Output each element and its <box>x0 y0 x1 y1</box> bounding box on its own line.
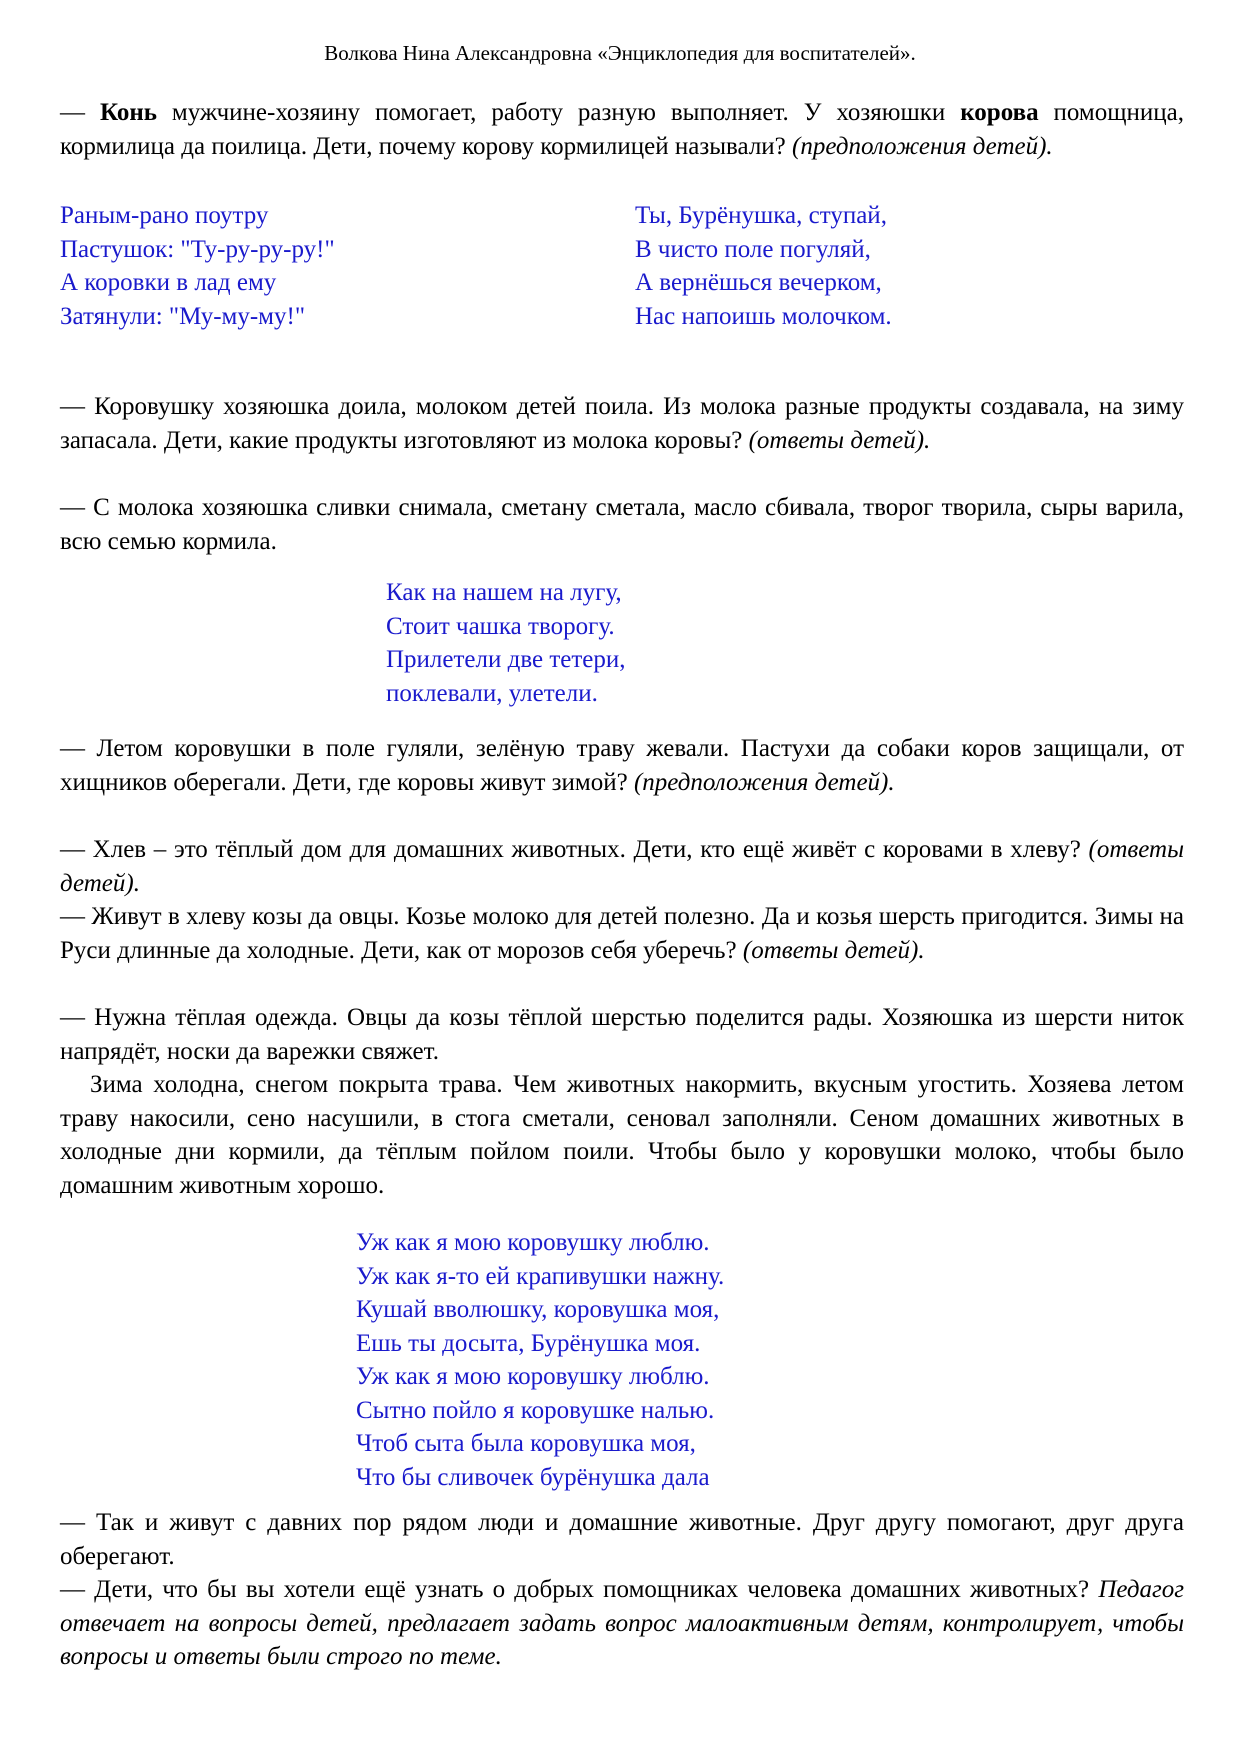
poem-line: Уж как я мою коровушку люблю. <box>356 1229 710 1256</box>
poem-line: Нас напоишь молочком. <box>635 302 892 330</box>
paragraph-people-animals: — Так и живут с давних пор рядом люди и домашние животные. Друг другу помогают, друг друга оберегают. <box>60 1509 1184 1570</box>
poem-line: Что бы сливочек бурёнушка дала <box>356 1463 710 1491</box>
italic-note: (предположения детей). <box>792 132 1053 160</box>
poem-line: Стоит чашка творогу. <box>386 612 615 640</box>
poem-line: Кушай вволюшку, коровушка моя, <box>356 1296 720 1323</box>
poem-line: Ешь ты досыта, Бурёнушка моя. <box>356 1329 701 1357</box>
poem-line: Уж как я-то ей крапивушки нажну. <box>356 1262 725 1290</box>
poem-line: Сытно пойло я коровушке налью. <box>356 1396 715 1424</box>
poem-line: Затянули: "Му-му-му!" <box>60 302 306 330</box>
poem-line: В чисто поле погуляй, <box>635 235 871 263</box>
bold-cow: корова <box>960 99 1039 126</box>
poem-line: А коровки в лад ему <box>60 269 277 296</box>
poem-line: Прилетели две тетери, <box>386 646 626 673</box>
page-header: Волкова Нина Александровна «Энциклопедия для воспитателей». <box>324 41 916 65</box>
poem-line: Раным-рано поутру <box>60 202 269 229</box>
italic-note: (ответы детей). <box>60 836 1184 897</box>
poem-line: поклевали, улетели. <box>386 679 598 707</box>
poem-line: А вернёшься вечерком, <box>635 269 882 296</box>
paragraph-warm-clothes: — Нужна тёплая одежда. Овцы да козы тёплой шерстью поделится рады. Хозяюшка из шерсти ниток напрядёт, носки да варежки свяжет. <box>60 1004 1184 1065</box>
paragraph-milking: — Коровушку хозяюшка доила, молоком детей поила. Из молока разные продукты создавала, на зиму запасала. Дети, какие продукты изготовляют из молока коровы? (ответы детей). <box>60 393 1184 454</box>
paragraph-questions: — Дети, что бы вы хотели ещё узнать о добрых помощниках человека домашних животных? Педагог отвечает на вопросы детей, предлагает задать вопрос малоактивным детям, контролирует, чтобы вопросы и ответы были строго по теме. <box>60 1576 1184 1670</box>
poem-line: Чтоб сыта была коровушка моя, <box>356 1430 696 1457</box>
poem-line: Пастушок: "Ту-ру-ру-ру!" <box>60 235 335 263</box>
paragraph-barn: — Хлев – это тёплый дом для домашних животных. Дети, кто ещё живёт с коровами в хлеву? (ответы детей). <box>60 836 1184 897</box>
paragraph-summer: — Летом коровушки в поле гуляли, зелёную траву жевали. Пастухи да собаки коров защищали, от хищников оберегали. Дети, где коровы живут зимой? (предположения детей). <box>60 735 1184 796</box>
paragraph-horse-cow: — Конь мужчине-хозяину помогает, работу разную выполняет. У хозяюшки корова помощница, кормилица да поилица. Дети, почему корову кормилицей называли? (предположения детей). <box>60 99 1184 160</box>
bold-horse: Конь <box>99 99 157 126</box>
paragraph-winter: Зима холодна, снегом покрыта трава. Чем животных накормить, вкусным угостить. Хозяева летом траву накосили, сено насушили, в стога сметали, сеновал заполняли. Сеном домашних животных в холодные дни кормили, да тёплым пойлом поили. Чтобы было у коровушки молоко, чтобы было домашним животным хорошо. <box>60 1071 1184 1199</box>
paragraph-dairy: — С молока хозяюшка сливки снимала, сметану сметала, масло сбивала, творог творила, сыры варила, всю семью кормила. <box>60 494 1184 555</box>
paragraph-goats-sheep: — Живут в хлеву козы да овцы. Козье молоко для детей полезно. Да и козья шерсть пригодится. Зимы на Руси длинные да холодные. Дети, как от морозов себя уберечь? (ответы детей). <box>60 903 1184 964</box>
poem-line: Как на нашем на лугу, <box>386 579 622 606</box>
italic-teacher-note: Педагог отвечает на вопросы детей, предлагает задать вопрос малоактивным детям, контролирует, чтобы вопросы и ответы были строго по теме. <box>60 1576 1184 1670</box>
italic-note: (ответы детей). <box>748 426 931 454</box>
poem-line: Ты, Бурёнушка, ступай, <box>635 202 887 229</box>
poem-cow-love <box>356 1226 724 1494</box>
poem-line: Уж как я мою коровушку люблю. <box>356 1363 710 1390</box>
poem-left-column <box>60 199 335 333</box>
poem-right-column <box>635 199 892 333</box>
italic-note: (ответы детей). <box>742 936 925 964</box>
italic-note: (предположения детей). <box>633 768 895 796</box>
poem-meadow <box>386 576 626 710</box>
